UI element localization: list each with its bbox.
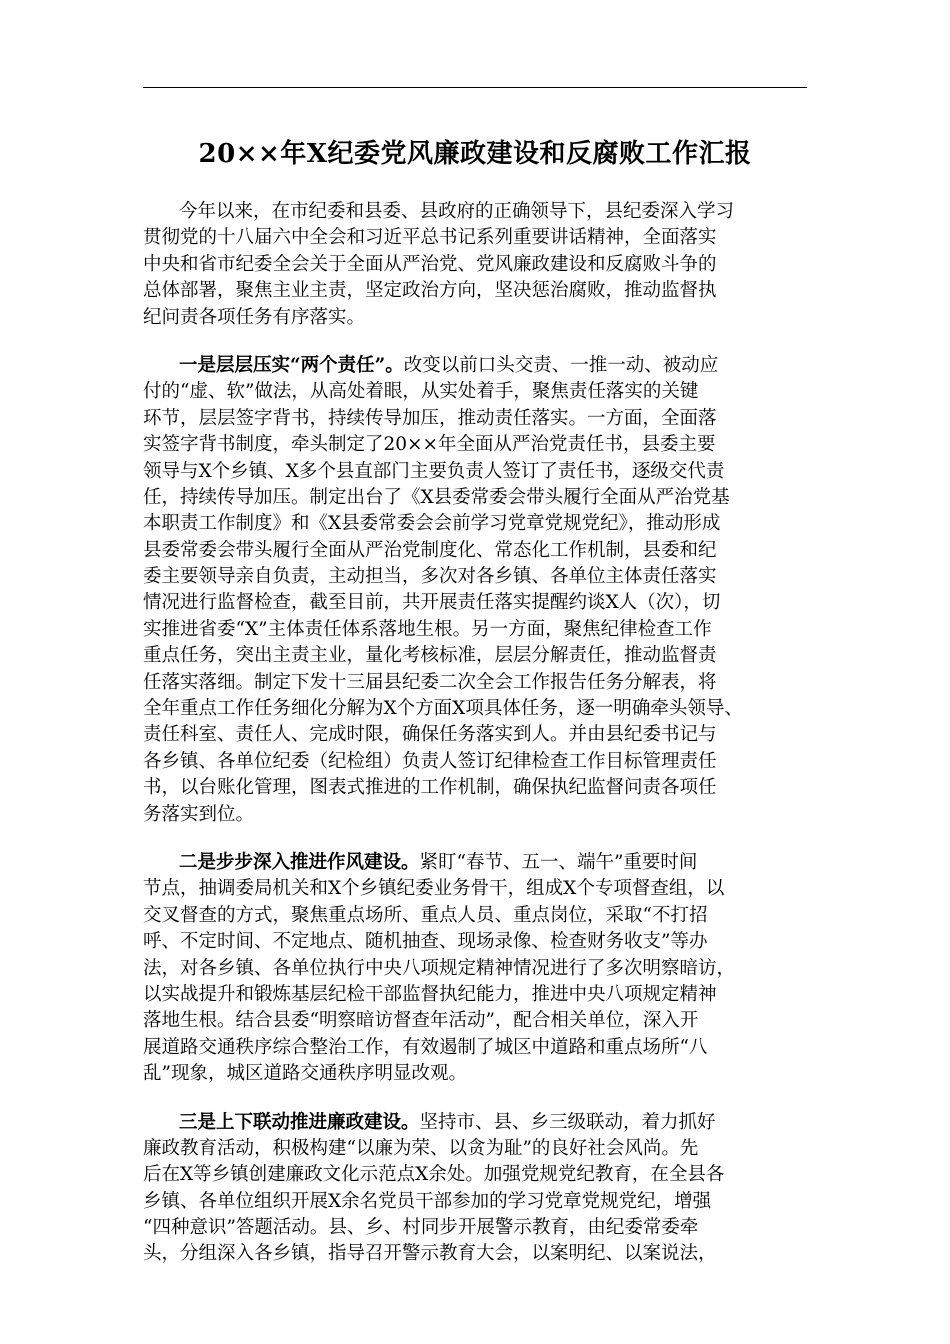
text-line: “四种意识”答题活动。县、乡、村同步开展警示教育，由纪委常委牵 <box>143 1217 699 1239</box>
text-line: 中央和省市纪委全会关于全面从严治党、党风廉政建设和反腐败斗争的 <box>143 253 717 275</box>
paragraph-intro <box>143 199 819 331</box>
text-line: 法，对各乡镇、各单位执行中央八项规定精神情况进行了多次明察暗访， <box>143 957 736 979</box>
text-line: 任，持续传导加压。制定出台了《X县委常委会带头履行全面从严治党基 <box>143 486 730 508</box>
text-line <box>143 850 819 876</box>
text-line: 县委常委会带头履行全面从严治党制度化、常态化工作机制，县委和纪 <box>143 539 717 561</box>
text-line: 乱”现象，城区道路交通秩序明显改观。 <box>143 1063 467 1085</box>
text-line <box>143 1110 819 1136</box>
text-line <box>143 353 819 379</box>
text-line: 委主要领导亲自负责，主动担当，多次对各乡镇、各单位主体责任落实 <box>143 566 717 588</box>
paragraph-heading: 二是步步深入推进作风建设。 <box>179 851 420 873</box>
text-line: 乡镇、各单位组织开展X余名党员干部参加的学习党章党规党纪，增强 <box>143 1190 712 1212</box>
text-line: 实推进省委“X”主体责任体系落地生根。另一方面，聚焦纪律检查工作 <box>143 618 712 640</box>
paragraph-heading: 三是上下联动推进廉政建设。 <box>179 1111 420 1133</box>
text-line: 付的“虚、软”做法，从高处着眼，从实处着手，聚焦责任落实的关键 <box>143 381 699 403</box>
header-rule <box>143 87 807 88</box>
text-line: 责任科室、责任人、完成时限，确保任务落实到人。并由县纪委书记与 <box>143 724 717 746</box>
text-line: 头，分组深入各乡镇，指导召开警示教育大会，以案明纪、以案说法， <box>143 1243 717 1265</box>
text-line: 环节，层层签字背书，持续传导加压，推动责任落实。一方面，全面落 <box>143 407 717 429</box>
text-line: 情况进行监督检查，截至目前，共开展责任落实提醒约谈X人（次），切 <box>143 592 721 614</box>
text-line: 落地生根。结合县委“明察暗访督查年活动”，配合相关单位，深入开 <box>143 1010 699 1032</box>
text-line: 廉政教育活动，积极构建“以廉为荣、以贪为耻”的良好社会风尚。先 <box>143 1137 699 1159</box>
text-line: 呼、不定时间、不定地点、随机抽查、现场录像、检查财务收支”等办 <box>143 931 708 953</box>
text-line: 节点，抽调委局机关和X个乡镇纪委业务骨干，组成X个专项督查组，以 <box>143 878 725 900</box>
text-line: 展道路交通秩序综合整治工作，有效遏制了城区中道路和重点场所“八 <box>143 1036 708 1058</box>
paragraph-responsibility <box>143 353 819 828</box>
text-run: 坚持市、县、乡三级联动，着力抓好 <box>419 1111 716 1133</box>
text-line: 全年重点工作任务细化分解为X个方面X项具体任务，逐一明确牵头领导、 <box>143 698 743 720</box>
document-body <box>143 199 819 1290</box>
text-line: 实签字背书制度，牵头制定了20××年全面从严治党责任书，县委主要 <box>143 434 716 456</box>
text-line: 贯彻党的十八届六中全会和习近平总书记系列重要讲话精神，全面落实 <box>143 227 717 249</box>
paragraph-integrity <box>143 1110 819 1268</box>
text-line: 后在X等乡镇创建廉政文化示范点X余处。加强党规党纪教育，在全县各 <box>143 1164 725 1186</box>
document-title: 20××年X纪委党风廉政建设和反腐败工作汇报 <box>198 139 752 169</box>
text-line: 今年以来，在市纪委和县委、县政府的正确领导下，县纪委深入学习 <box>179 201 735 222</box>
text-line: 各乡镇、各单位纪委（纪检组）负责人签订纪律检查工作目标管理责任 <box>143 750 717 772</box>
text-run: 紧盯“春节、五一、端午”重要时间 <box>419 851 698 873</box>
text-line: 交叉督查的方式，聚焦重点场所、重点人员、重点岗位，采取“不打招 <box>143 904 708 926</box>
paragraph-heading: 一是层层压实“两个责任”。 <box>179 354 404 376</box>
text-run: 改变以前口头交责、一推一动、被动应 <box>403 354 719 376</box>
text-line: 重点任务，突出主责主业，量化考核标准，层层分解责任，推动监督责 <box>143 645 717 667</box>
text-line: 总体部署，聚焦主业主责，坚定政治方向，坚决惩治腐败，推动监督执 <box>143 280 717 302</box>
text-line: 纪问责各项任务有序落实。 <box>143 306 366 328</box>
text-line: 任落实落细。制定下发十三届县纪委二次全会工作报告任务分解表，将 <box>143 671 717 693</box>
text-line: 本职责工作制度》和《X县委常委会会前学习党章党规党纪》，推动形成 <box>143 513 721 535</box>
text-line: 务落实到位。 <box>143 803 255 825</box>
text-line: 书，以台账化管理，图表式推进的工作机制，确保执纪监督问责各项任 <box>143 777 717 799</box>
text-line: 领导与X个乡镇、X多个县直部门主要负责人签订了责任书，逐级交代责 <box>143 460 725 482</box>
paragraph-work-style <box>143 850 819 1088</box>
text-line: 以实战提升和锻炼基层纪检干部监督执纪能力，推进中央八项规定精神 <box>143 983 717 1005</box>
